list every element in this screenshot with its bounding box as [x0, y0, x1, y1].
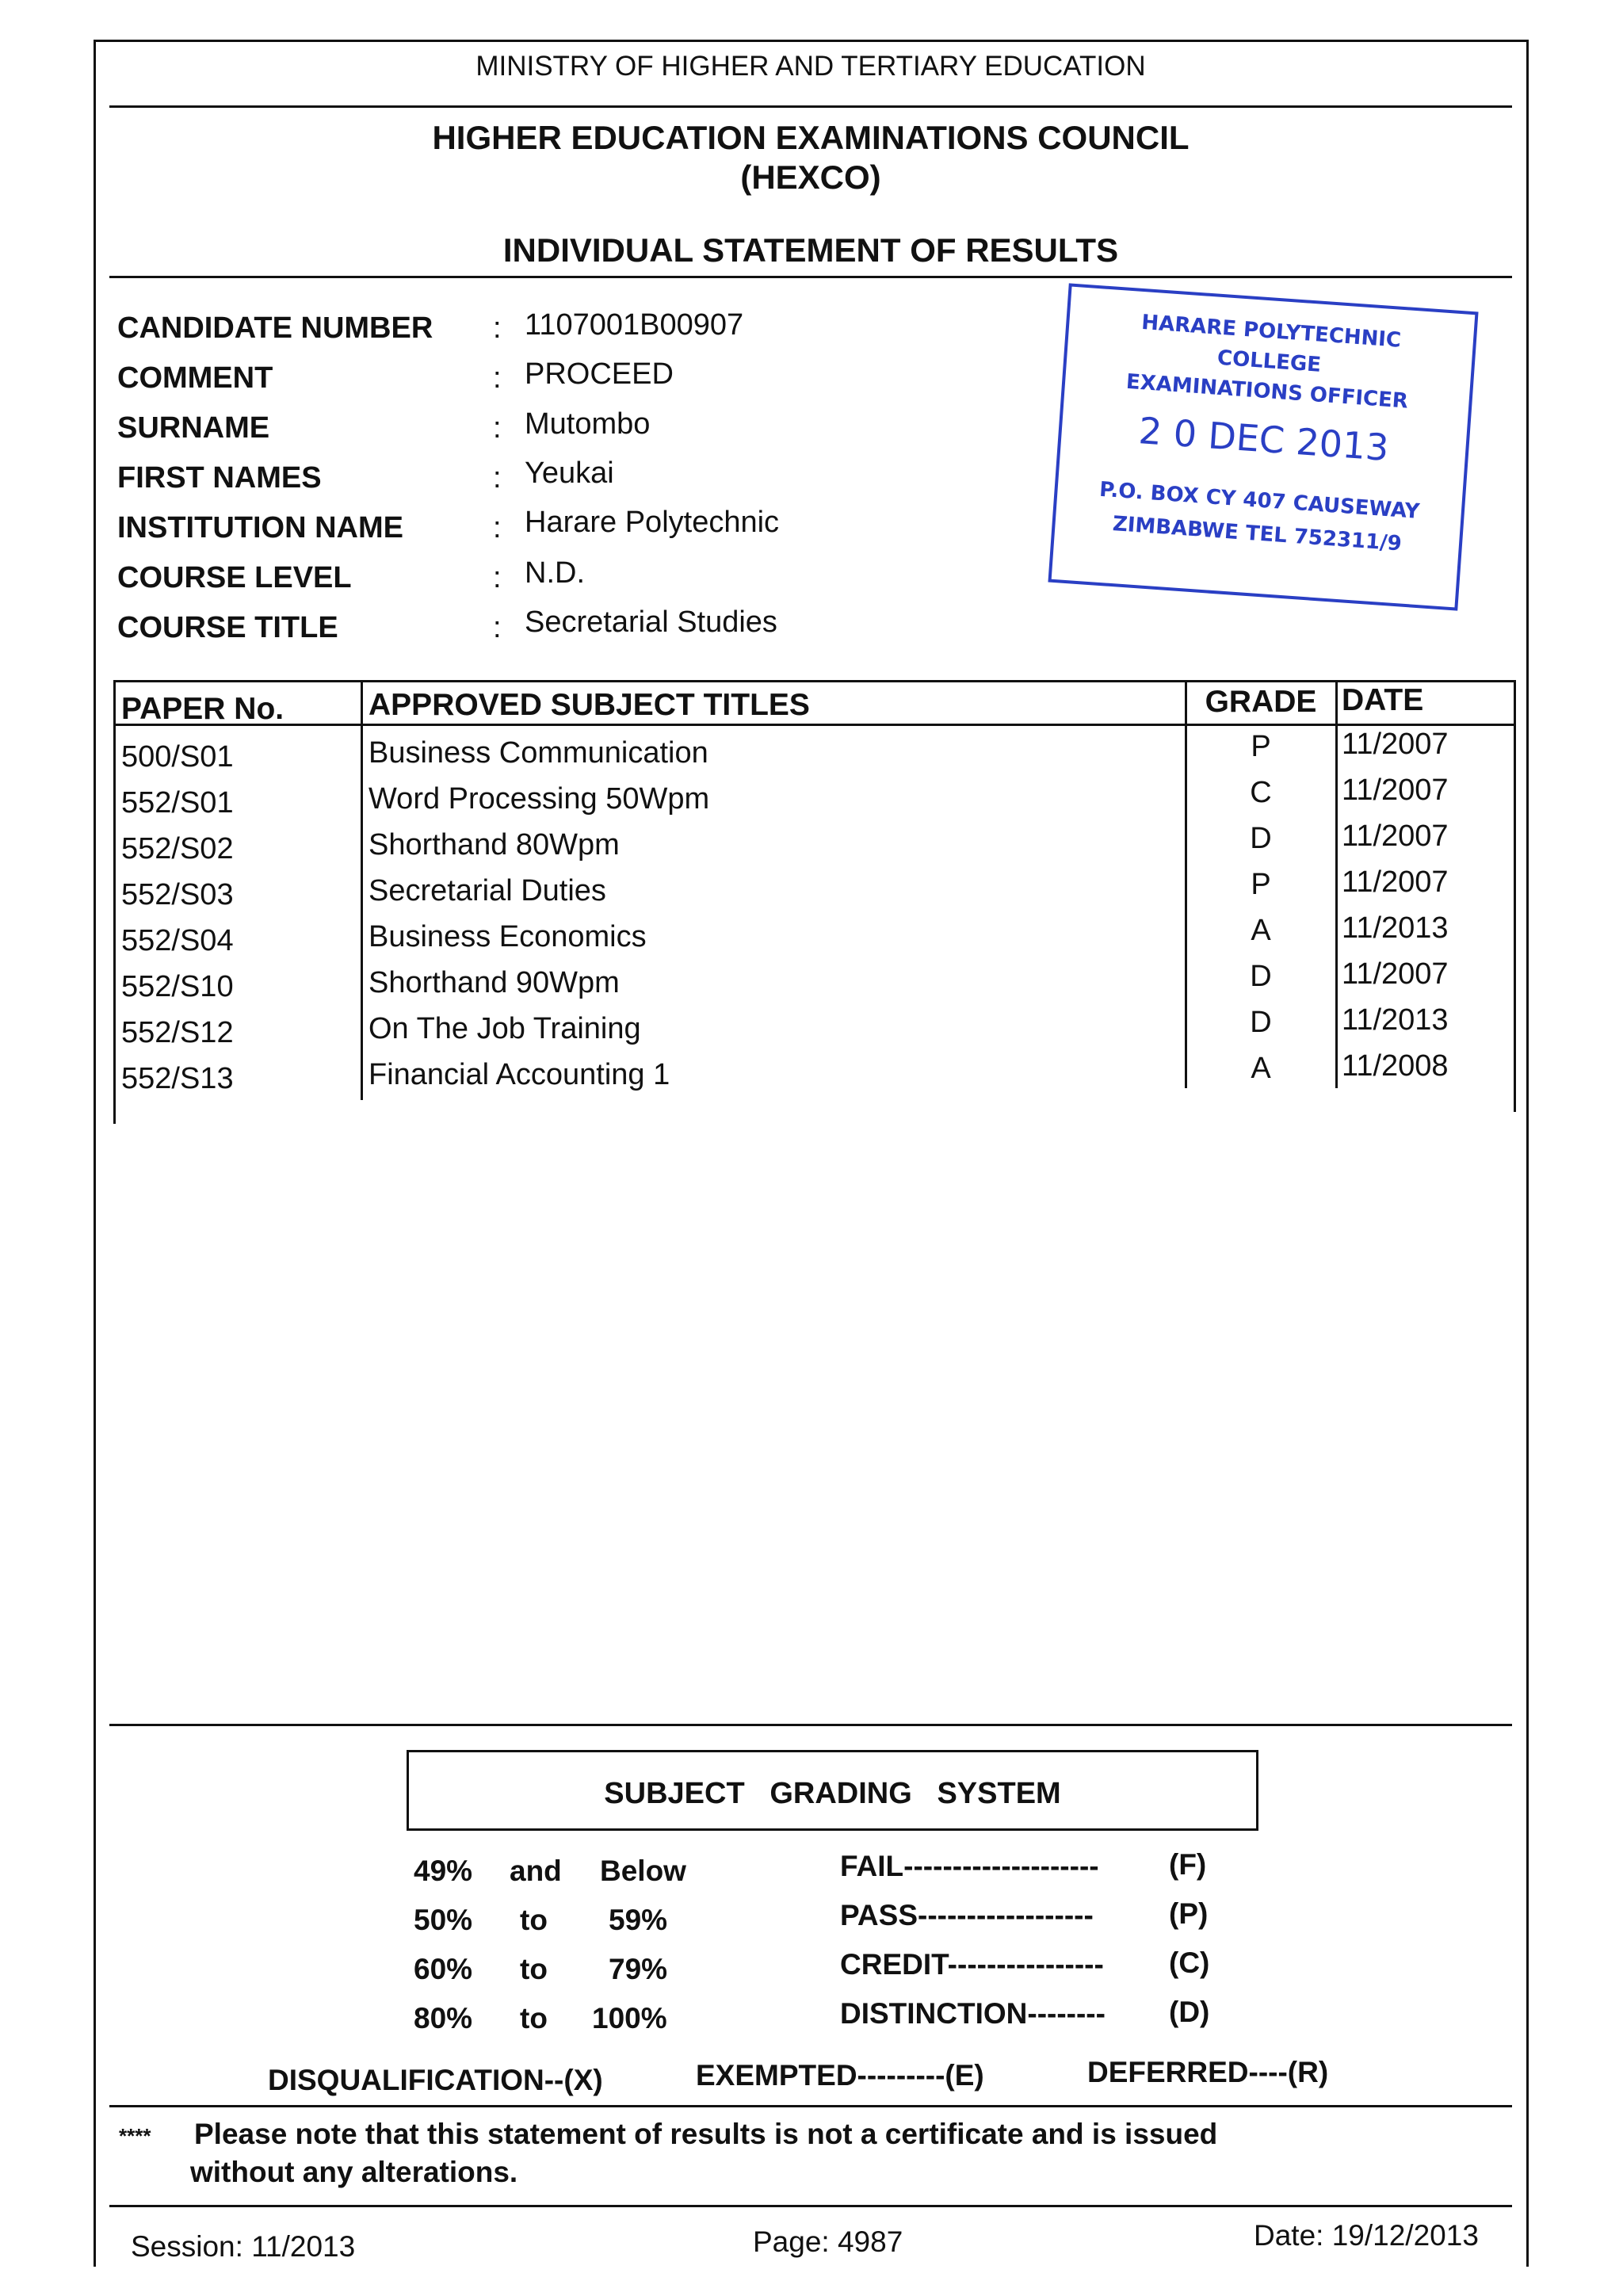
subject-title: Shorthand 80Wpm — [369, 828, 620, 861]
grade: A — [1251, 1052, 1271, 1085]
stamp-line-3: EXAMINATIONS OFFICER — [1125, 369, 1409, 414]
exam-date: 11/2007 — [1342, 774, 1449, 807]
grade-name: FAIL-------------------- — [840, 1850, 1099, 1882]
institution-name-label: INSTITUTION NAME — [117, 511, 403, 544]
range-connector: to — [520, 1953, 548, 1985]
ministry-heading: MINISTRY OF HIGHER AND TERTIARY EDUCATION — [475, 51, 1146, 82]
grade: C — [1250, 776, 1272, 809]
paper-number: 500/S01 — [121, 740, 234, 774]
session-info: Session: 11/2013 — [131, 2230, 356, 2263]
header-rule-1 — [109, 105, 1512, 108]
range-connector: to — [520, 1904, 548, 1936]
range-low: 80% — [414, 2002, 473, 2034]
paper-number: 552/S04 — [121, 924, 234, 957]
range-low: 50% — [414, 1904, 473, 1936]
table-col-divider-1 — [361, 680, 363, 1100]
paper-number: 552/S10 — [121, 970, 234, 1003]
frame-top-border — [94, 40, 1528, 42]
grade-code: (D) — [1169, 1996, 1210, 2028]
stamp-line-2: COLLEGE — [1216, 346, 1323, 377]
candidate-number-value: 1107001B00907 — [525, 308, 744, 342]
header-grade: GRADE — [1205, 685, 1317, 719]
subject-title: Business Economics — [369, 920, 647, 953]
note-bottom-rule — [109, 2205, 1512, 2207]
institution-name-value: Harare Polytechnic — [525, 506, 780, 539]
exam-date: 11/2007 — [1342, 865, 1449, 899]
grade: D — [1250, 960, 1272, 993]
colon: : — [493, 411, 502, 445]
exam-date: 11/2013 — [1342, 1003, 1449, 1037]
exam-date: 11/2007 — [1342, 819, 1449, 853]
page-number: Page: 4987 — [753, 2225, 903, 2258]
table-left-border — [113, 680, 116, 1124]
range-low: 49% — [414, 1855, 473, 1887]
stamp-line-6: ZIMBABWE TEL 752311/9 — [1111, 512, 1403, 556]
note-top-rule — [109, 2105, 1512, 2107]
range-low: 60% — [414, 1953, 473, 1985]
subject-title: Shorthand 90Wpm — [369, 966, 620, 999]
statement-title: INDIVIDUAL STATEMENT OF RESULTS — [502, 231, 1119, 269]
header-paper-no: PAPER No. — [121, 692, 285, 726]
range-high: 100% — [592, 2002, 667, 2034]
candidate-number-label: CANDIDATE NUMBER — [117, 311, 433, 345]
grade-code: (F) — [1169, 1848, 1207, 1881]
colon: : — [493, 561, 502, 594]
paper-number: 552/S01 — [121, 786, 234, 819]
frame-left-border — [94, 40, 96, 2267]
table-top-border — [113, 680, 1514, 682]
colon: : — [493, 511, 502, 544]
table-right-border — [1514, 680, 1516, 1112]
range-high: 79% — [609, 1953, 668, 1985]
subject-title: Business Communication — [369, 736, 708, 770]
header-date: DATE — [1342, 683, 1424, 717]
colon: : — [493, 611, 502, 644]
grading-title: SUBJECT GRADING SYSTEM — [604, 1777, 1061, 1810]
grade-name: CREDIT---------------- — [840, 1948, 1104, 1981]
disqualification-code: DISQUALIFICATION--(X) — [268, 2064, 603, 2096]
header-rule-2 — [109, 276, 1512, 278]
stamp-line-1: HARARE POLYTECHNIC — [1140, 310, 1402, 353]
paper-number: 552/S13 — [121, 1062, 234, 1095]
grade-name: DISTINCTION-------- — [840, 1997, 1106, 2030]
course-title-label: COURSE TITLE — [117, 611, 338, 644]
council-abbreviation: (HEXCO) — [740, 159, 881, 196]
grade-name: PASS------------------ — [840, 1899, 1094, 1931]
grade: P — [1251, 730, 1271, 763]
range-high: Below — [600, 1855, 686, 1887]
grade: P — [1251, 868, 1271, 901]
council-name: HIGHER EDUCATION EXAMINATIONS COUNCIL — [432, 119, 1190, 156]
table-col-divider-3 — [1335, 680, 1338, 1088]
colon: : — [493, 461, 502, 495]
frame-right-border — [1526, 40, 1529, 2267]
comment-value: PROCEED — [525, 357, 674, 391]
first-names-label: FIRST NAMES — [117, 461, 322, 495]
grade-code: (P) — [1169, 1897, 1209, 1930]
course-level-value: N.D. — [525, 556, 585, 590]
surname-label: SURNAME — [117, 411, 270, 445]
course-title-value: Secretarial Studies — [525, 606, 777, 639]
issue-date: Date: 19/12/2013 — [1254, 2219, 1479, 2252]
deferred-code: DEFERRED----(R) — [1087, 2056, 1329, 2088]
subject-title: On The Job Training — [369, 1012, 641, 1045]
table-header-rule — [113, 724, 1514, 726]
grading-section-top-rule — [109, 1724, 1512, 1726]
note-stars: **** — [119, 2124, 151, 2148]
first-names-value: Yeukai — [525, 457, 614, 490]
surname-value: Mutombo — [525, 407, 651, 441]
note-line-1: Please note that this statement of results is not a certificate and is issued — [194, 2118, 1218, 2150]
paper-number: 552/S03 — [121, 878, 234, 911]
exempted-code: EXEMPTED---------(E) — [696, 2059, 984, 2092]
course-level-label: COURSE LEVEL — [117, 561, 352, 594]
range-connector: to — [520, 2002, 548, 2034]
range-connector: and — [510, 1855, 562, 1887]
range-high: 59% — [609, 1904, 668, 1936]
colon: : — [493, 361, 502, 395]
subject-title: Secretarial Duties — [369, 874, 606, 907]
exam-date: 11/2008 — [1342, 1049, 1449, 1083]
grade-code: (C) — [1169, 1946, 1210, 1979]
subject-title: Financial Accounting 1 — [369, 1058, 670, 1091]
header-subject-titles: APPROVED SUBJECT TITLES — [369, 688, 810, 722]
note-line-2: without any alterations. — [190, 2156, 518, 2188]
examinations-officer-stamp — [1048, 283, 1478, 610]
stamp-line-5: P.O. BOX CY 407 CAUSEWAY — [1098, 477, 1421, 524]
grade: D — [1250, 1006, 1272, 1039]
comment-label: COMMENT — [117, 361, 273, 395]
exam-date: 11/2007 — [1342, 957, 1449, 991]
subject-title: Word Processing 50Wpm — [369, 782, 710, 816]
paper-number: 552/S02 — [121, 832, 234, 865]
colon: : — [493, 311, 502, 345]
grade: D — [1250, 822, 1272, 855]
exam-date: 11/2007 — [1342, 728, 1449, 761]
paper-number: 552/S12 — [121, 1016, 234, 1049]
exam-date: 11/2013 — [1342, 911, 1449, 945]
stamp-date: 2 0 DEC 2013 — [1137, 409, 1391, 469]
grade: A — [1251, 914, 1271, 947]
